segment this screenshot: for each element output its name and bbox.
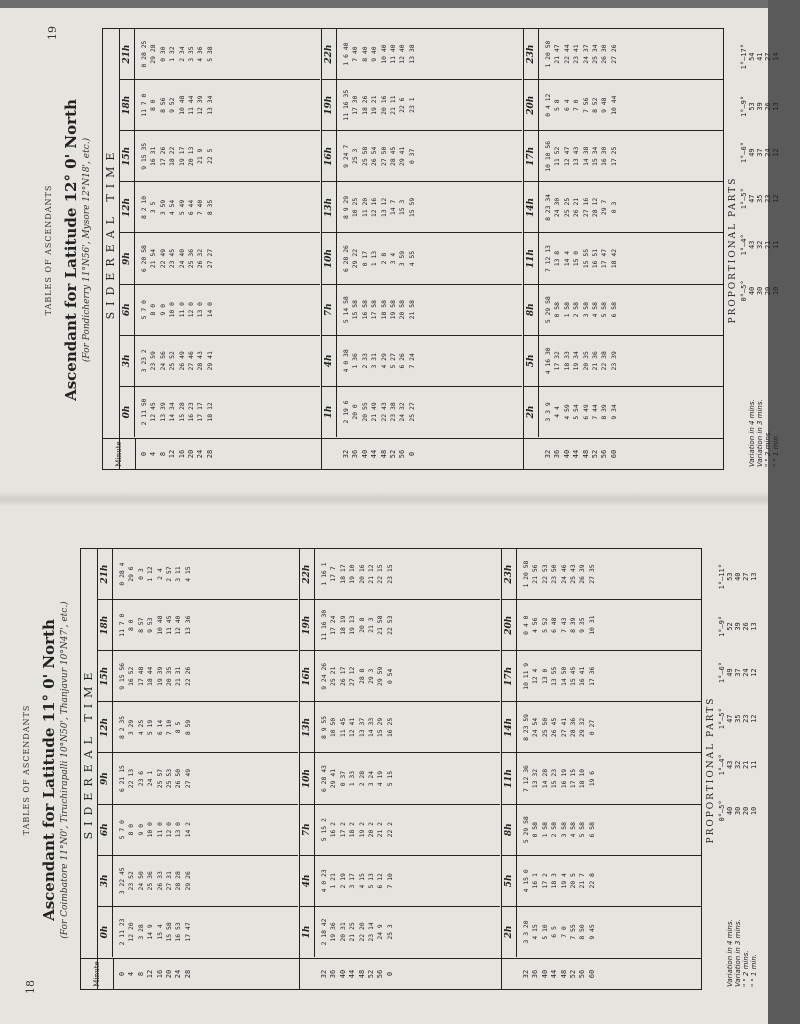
proportional-value: 20 [764, 286, 772, 296]
proportional-value: 37 [756, 148, 764, 157]
hour-label: 22h [322, 29, 336, 80]
ascendant-column: 11 16 30 17 24 18 19 19 13 20 8 21 3 21 58 22 53 [315, 600, 500, 651]
proportional-value: 43 [726, 760, 734, 770]
ascendant-column: 0 4 0 4 56 5 52 6 48 7 43 8 39 9 35 10 31 [517, 600, 702, 651]
proportional-value: 37 [734, 668, 742, 677]
value-columns [113, 549, 298, 957]
hour-label: 8h [524, 285, 538, 336]
ascendant-table [102, 28, 724, 470]
hour-label: 6h [98, 805, 112, 856]
proportional-value: 40 [748, 286, 756, 296]
range-header: 1°–6° [718, 662, 726, 684]
ascendant-column: 8 2 10 3 5 3 59 4 54 5 49 6 44 7 40 8 35 [135, 182, 320, 233]
ascendant-column: 0 4 12 5 8 6 4 7 0 7 56 8 52 9 48 10 44 [539, 80, 724, 131]
table-block [119, 29, 320, 469]
range-header: 1°–9° [718, 615, 726, 637]
ascendant-column: 7 12 36 13 32 14 28 15 23 16 19 17 15 18 10 19 6 [517, 754, 702, 805]
hour-label: 3h [120, 336, 134, 387]
hour-label: 16h [300, 651, 314, 702]
hour-label: 7h [300, 805, 314, 856]
hour-header-row [502, 549, 517, 957]
hour-label: 5h [524, 336, 538, 387]
page-number: 19 [46, 26, 59, 40]
ascendant-column: 10 10 56 11 52 12 47 13 43 14 38 15 34 16 30 17 25 [539, 131, 724, 182]
ascendant-column: 5 29 58 0 58 1 58 2 58 3 58 4 58 5 58 6 58 [517, 805, 702, 856]
hour-label: 17h [502, 651, 516, 702]
hour-label: 20h [502, 600, 516, 651]
range-header: 0°–5° [718, 800, 726, 822]
hour-label: 2h [526, 405, 536, 419]
ascendant-column: 9 24 26 25 21 26 17 27 12 28 8 29 3 29 59 0 54 [315, 651, 500, 702]
proportional-value: 27 [742, 572, 750, 581]
ascendant-column: 4 16 30 17 32 18 33 19 34 20 35 21 36 22 38 23 39 [539, 336, 724, 387]
range-header: 1°–5° [740, 188, 748, 210]
proportional-value: 53 [748, 102, 756, 111]
hour-header-row [524, 29, 539, 437]
proportional-value: 30 [734, 806, 742, 816]
proportional-value: 41 [756, 52, 764, 61]
value-columns [337, 29, 522, 437]
proportional-value: 21 [764, 240, 772, 250]
hour-label: 10h [300, 754, 314, 805]
hour-label: 21h [98, 549, 112, 600]
ascendant-column: 3 3 9 4 4 4 59 5 54 6 49 7 44 8 39 9 34 [544, 402, 618, 422]
variation-label: " " 1 min. [750, 954, 758, 987]
range-header: 1°–4° [718, 754, 726, 776]
proportional-row [748, 30, 756, 470]
ascendant-column: 8 9 55 10 50 11 45 12 41 13 37 14 33 15 29 16 25 [315, 702, 500, 753]
hour-label: 23h [524, 29, 538, 80]
ascendant-column: 1 20 50 21 47 22 44 23 41 24 37 25 34 26 30 27 26 [539, 29, 724, 80]
proportional-value: 12 [750, 714, 758, 723]
ascendant-column: 11 7 0 8 0 8 57 9 53 10 48 11 45 12 40 13 36 [113, 600, 298, 651]
hour-label: 9h [120, 234, 134, 285]
proportional-value: 12 [750, 668, 758, 677]
hour-label: 10h [322, 234, 336, 285]
hour-label: 6h [120, 285, 134, 336]
hour-label: 22h [300, 549, 314, 600]
book-gutter [0, 492, 768, 506]
range-header: 1°–4° [740, 234, 748, 256]
proportional-value: 35 [734, 714, 742, 723]
ascendant-column: 5 15 2 16 2 17 2 18 2 19 2 20 2 21 2 22 2 [315, 805, 500, 856]
range-header: 1°–9° [740, 95, 748, 117]
hour-label: 15h [98, 651, 112, 702]
hour-header-row [322, 29, 337, 437]
ascendant-column: 4 0 38 1 36 2 33 3 31 4 29 5 27 6 26 7 24 [337, 336, 522, 387]
table-block [97, 549, 298, 989]
proportional-parts [706, 550, 758, 990]
page-title: Ascendant for Latitude 12° 0' North [62, 99, 80, 401]
ascendant-column: 0 28 4 29 6 0 3 1 12 2 4 2 57 3 11 4 15 [113, 549, 298, 600]
ascendant-column: 1 20 58 21 56 22 53 23 50 24 46 25 43 26 39 27 35 [517, 549, 702, 600]
proportional-value: 14 [772, 52, 780, 61]
proportional-value: 39 [734, 622, 742, 631]
proportional-parts-table [740, 30, 780, 470]
hour-header-row [300, 549, 315, 957]
proportional-parts-title: PROPORTIONAL PARTS [728, 176, 738, 324]
sidereal-time-heading: SIDEREAL TIME [103, 29, 120, 437]
page-subtitle: (For Coimbatore 11°N0', Tiruchirapalli 10°N50', Thanjavur 10°N47', etc.) [60, 601, 70, 939]
hour-label: 0h [100, 925, 110, 939]
hour-label: 17h [524, 131, 538, 182]
proportional-value: 52 [726, 622, 734, 631]
minute-values: 32 36 40 44 48 52 56 0 [342, 449, 416, 459]
hour-label: 0h [122, 405, 132, 419]
minute-values: 32 36 40 44 48 52 56 0 [320, 969, 394, 979]
ascendant-column: 1 6 40 7 40 8 40 9 40 10 40 11 40 12 40 13 38 [337, 29, 522, 80]
variation-label: " " 2 mins. [742, 950, 750, 987]
proportional-value: 26 [764, 102, 772, 111]
sidereal-time-heading: SIDEREAL TIME [81, 549, 98, 957]
hour-label: 13h [322, 182, 336, 233]
minute-header: Minute [103, 439, 136, 469]
proportional-value: 13 [772, 102, 780, 111]
ascendant-column: 7 12 13 13 8 14 4 15 0 15 55 16 51 17 47 18 42 [539, 234, 724, 285]
proportional-value: 10 [772, 286, 780, 296]
range-header: 1°–17° [740, 44, 748, 70]
proportional-value: 27 [764, 52, 772, 61]
minute-values: 0 4 8 12 16 20 24 28 [118, 969, 192, 979]
proportional-value: 49 [748, 148, 756, 157]
value-columns [517, 549, 702, 957]
proportional-row [772, 30, 780, 470]
hour-label: 11h [524, 234, 538, 285]
proportional-value: 32 [756, 240, 764, 250]
ascendant-column: 2 19 6 20 0 20 55 21 49 22 43 23 38 24 32 25 27 [342, 400, 416, 424]
proportional-value: 40 [726, 806, 734, 816]
hour-label: 5h [502, 856, 516, 907]
ascendant-column: 8 9 29 10 25 11 20 12 16 13 12 14 7 15 3 15 59 [337, 182, 522, 233]
ascendant-column: 4 0 23 1 21 2 19 3 17 4 15 5 13 6 12 7 10 [315, 856, 500, 907]
proportional-value: 39 [756, 102, 764, 111]
proportional-row [750, 550, 758, 990]
proportional-value: 12 [772, 148, 780, 157]
ascendant-column: 3 23 2 23 59 24 56 25 52 26 49 27 46 28 43 29 41 [135, 336, 320, 387]
running-head: TABLES OF ASCENDANTS [44, 184, 53, 316]
hour-label: 20h [524, 80, 538, 131]
ascendant-column: 11 16 35 17 30 18 26 19 21 20 16 21 11 22 6 23 1 [337, 80, 522, 131]
ascendant-column: 9 24 7 25 3 25 58 26 54 27 50 28 45 29 41 0 37 [337, 131, 522, 182]
ascendant-column: 6 28 43 29 41 0 37 1 33 2 28 3 24 4 19 5 15 [315, 754, 500, 805]
ascendant-column: 4 15 0 16 1 17 2 18 3 19 4 20 5 21 7 22 8 [517, 856, 702, 907]
page-19 [40, 20, 800, 480]
minute-values: 32 36 40 44 48 52 56 60 [544, 449, 618, 459]
range-header: 1°–5° [718, 708, 726, 730]
hour-label: 7h [322, 285, 336, 336]
hour-label: 14h [524, 182, 538, 233]
minute-values: 32 36 40 44 48 52 56 60 [522, 969, 596, 979]
hour-header-row [98, 549, 113, 957]
hour-label: 11h [502, 754, 516, 805]
ascendant-column: 3 22 45 23 52 24 50 25 36 26 33 27 31 28 28 29 26 [113, 856, 298, 907]
variation-label: Variation in 3 mins. [734, 919, 742, 987]
proportional-row [734, 550, 742, 990]
hour-label: 21h [120, 29, 134, 80]
book-top-edge [0, 0, 768, 8]
table-block [523, 29, 724, 469]
proportional-value: 11 [750, 760, 758, 770]
hour-label: 15h [120, 131, 134, 182]
page-number: 18 [24, 980, 37, 994]
variation-label: Variation in 3 mins. [756, 399, 764, 467]
value-columns [539, 29, 724, 437]
proportional-value: 35 [756, 194, 764, 203]
hour-label: 1h [302, 925, 312, 939]
hour-label: 8h [502, 805, 516, 856]
ascendant-column: 2 18 42 19 36 20 31 21 25 22 20 23 14 24 9 25 3 [320, 918, 394, 946]
proportional-value: 43 [748, 240, 756, 250]
proportional-value: 26 [742, 622, 750, 631]
minute-values: 0 4 8 12 16 20 24 28 [140, 449, 214, 459]
ascendant-column: 11 7 0 8 0 8 56 9 52 10 48 11 44 12 39 13 34 [135, 80, 320, 131]
proportional-value: 32 [734, 760, 742, 770]
variation-label: " " 2 mins. [764, 430, 772, 467]
hour-label: 19h [322, 80, 336, 131]
ascendant-column: 9 15 35 16 31 17 26 18 22 19 17 20 13 21 9 22 5 [135, 131, 320, 182]
variation-label: Variation in 4 mins. [726, 919, 734, 987]
proportional-value: 24 [764, 148, 772, 157]
hour-label: 9h [98, 754, 112, 805]
page-subtitle: (For Pondicherry 11°N56', Mysore 12°N18', etc.) [82, 137, 92, 363]
hour-label: 19h [300, 600, 314, 651]
page-title: Ascendant for Latitude 11° 0' North [40, 619, 58, 921]
hour-label: 14h [502, 702, 516, 753]
proportional-parts-title: PROPORTIONAL PARTS [706, 696, 716, 844]
value-columns [315, 549, 500, 957]
proportional-value: 12 [772, 194, 780, 203]
ascendant-column: 5 14 58 15 58 16 58 17 58 18 58 19 58 20 58 21 58 [337, 285, 522, 336]
table-block [501, 549, 702, 989]
hour-label: 4h [300, 856, 314, 907]
proportional-value: 47 [726, 714, 734, 723]
hour-label: 18h [120, 80, 134, 131]
proportional-value: 23 [742, 714, 750, 723]
ascendant-column: 8 2 35 3 29 4 25 5 19 6 14 7 10 8 5 8 59 [113, 702, 298, 753]
hour-label: 16h [322, 131, 336, 182]
hour-label: 3h [98, 856, 112, 907]
proportional-row [756, 30, 764, 470]
proportional-value: 11 [772, 240, 780, 250]
proportional-value: 47 [748, 194, 756, 203]
proportional-value: 54 [748, 52, 756, 61]
ascendant-column: 5 7 0 8 0 9 0 10 0 11 0 12 0 13 0 14 0 [135, 285, 320, 336]
range-header: 1°–11° [718, 564, 726, 590]
hour-label: 2h [504, 925, 514, 939]
hour-label: 13h [300, 702, 314, 753]
page-18 [18, 540, 778, 1000]
proportional-value: 53 [726, 572, 734, 581]
hour-label: 12h [98, 702, 112, 753]
ascendant-column: 2 11 50 12 45 13 39 14 34 15 28 16 23 17 17 18 12 [140, 398, 214, 426]
proportional-value: 21 [742, 760, 750, 770]
ascendant-column: 2 11 23 12 20 3 28 14 9 15 4 15 58 16 53 17 47 [118, 918, 192, 946]
ascendant-column: 0 28 25 29 28 0 30 1 32 2 34 3 35 4 36 5 38 [135, 29, 320, 80]
proportional-parts-table [718, 550, 758, 990]
proportional-row [726, 550, 734, 990]
ascendant-table [80, 548, 702, 990]
proportional-value: 13 [750, 572, 758, 581]
ascendant-column: 9 15 56 16 52 17 48 18 44 19 39 20 35 21 31 22 26 [113, 651, 298, 702]
ascendant-column: 3 3 20 4 15 5 10 6 5 7 0 7 55 8 50 9 45 [522, 920, 596, 944]
ascendant-column: 6 20 58 21 54 22 49 23 45 24 40 25 36 26 32 27 27 [135, 234, 320, 285]
proportional-value: 24 [742, 668, 750, 677]
proportional-value: 49 [726, 668, 734, 677]
ascendant-column: 8 23 34 24 30 25 25 26 21 27 16 28 12 29 7 0 3 [539, 182, 724, 233]
proportional-value: 20 [742, 806, 750, 816]
table-block [321, 29, 522, 469]
hour-label: 4h [322, 336, 336, 387]
proportional-row [742, 550, 750, 990]
value-columns [135, 29, 320, 437]
proportional-parts [728, 30, 780, 470]
ascendant-column: 8 23 59 24 54 25 50 26 45 27 41 28 36 29 32 0 27 [517, 702, 702, 753]
hour-label: 18h [98, 600, 112, 651]
proportional-value: 23 [764, 194, 772, 203]
proportional-value: 13 [750, 622, 758, 631]
ascendant-column: 1 16 1 17 7 18 17 19 10 20 16 21 12 22 15 23 15 [315, 549, 500, 600]
ascendant-column: 6 21 15 22 13 23 6 24 1 25 57 25 53 26 50 27 49 [113, 754, 298, 805]
hour-header-row [120, 29, 135, 437]
ascendant-column: 6 28 26 29 22 0 17 1 13 2 8 3 4 3 59 4 55 [337, 234, 522, 285]
hour-label: 23h [502, 549, 516, 600]
variation-label: Variation in 4 mins. [748, 399, 756, 467]
ascendant-column: 10 11 9 12 4 13 0 13 55 14 50 15 45 16 41 17 36 [517, 651, 702, 702]
variation-label: " " 1 min. [772, 434, 780, 467]
range-header: 1°–6° [740, 142, 748, 164]
hour-label: 12h [120, 182, 134, 233]
hour-label: 1h [324, 405, 334, 419]
ascendant-column: 5 29 58 0 58 1 58 2 58 3 58 4 58 5 58 6 58 [539, 285, 724, 336]
running-head: TABLES OF ASCENDANTS [22, 704, 31, 836]
table-block [299, 549, 500, 989]
proportional-value: 30 [756, 286, 764, 296]
range-header: 0°–5° [740, 280, 748, 302]
minute-header: Minute [81, 959, 114, 989]
proportional-row [764, 30, 772, 470]
proportional-value: 10 [750, 806, 758, 816]
proportional-value: 40 [734, 572, 742, 581]
ascendant-column: 5 7 0 8 0 9 0 10 0 11 0 12 0 13 0 14 2 [113, 805, 298, 856]
